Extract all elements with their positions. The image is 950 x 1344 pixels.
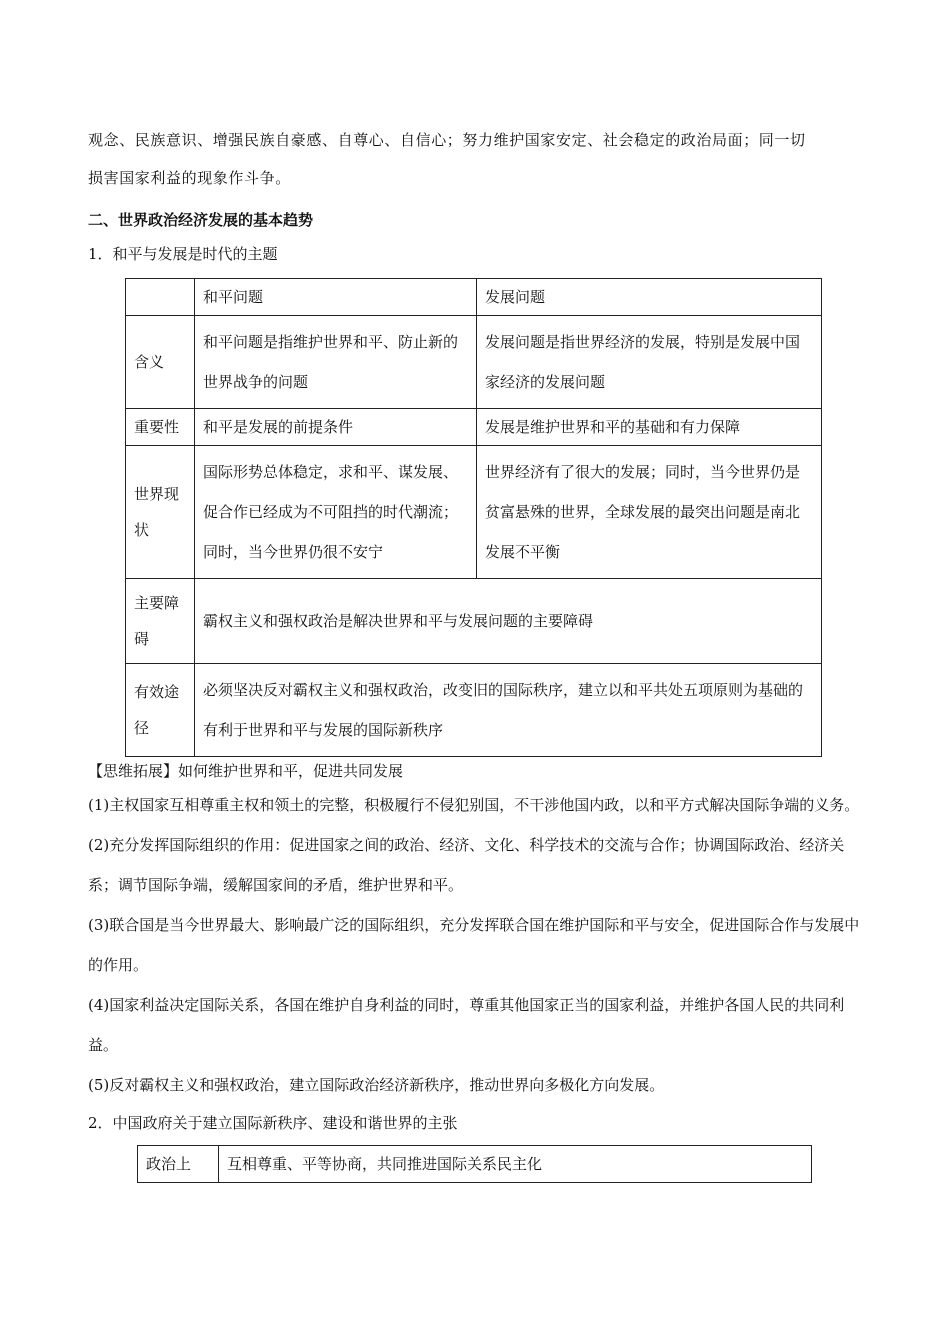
row-label-obstacle: 主要障碍 [126, 579, 195, 664]
section2-heading: 二、世界政治经济发展的基本趋势 [88, 211, 314, 229]
table-row [138, 1146, 812, 1183]
intro-line-2: 损害国家利益的现象作斗争。 [88, 169, 291, 187]
table-row [126, 446, 822, 579]
cell-development-status: 世界经济有了很大的发展；同时，当今世界仍是贫富悬殊的世界，全球发展的最突出问题是南北发展不平衡 [477, 446, 822, 579]
row-label-meaning: 含义 [126, 316, 195, 409]
cell-obstacle: 霸权主义和强权政治是解决世界和平与发展问题的主要障碍 [195, 579, 822, 664]
row-label-political: 政治上 [138, 1146, 219, 1183]
extension-item-4: (4)国家利益决定国际关系，各国在维护自身利益的同时，尊重其他国家正当的国家利益，并维护各国人民的共同利益。 [88, 996, 845, 1054]
row-label-status: 世界现状 [126, 446, 195, 579]
extension-item-2: (2)充分发挥国际组织的作用：促进国家之间的政治、经济、文化、科学技术的交流与合作；协调国际政治、经济关系；调节国际争端，缓解国家间的矛盾，维护世界和平。 [88, 836, 845, 894]
intro-line-1: 观念、民族意识、增强民族自豪感、自尊心、自信心；努力维护国家安定、社会稳定的政治局面；同一切 [88, 131, 806, 149]
cell-political: 互相尊重、平等协商，共同推进国际关系民主化 [219, 1146, 812, 1183]
item1-title: 1．和平与发展是时代的主题 [88, 245, 278, 263]
cell-peace-importance: 和平是发展的前提条件 [195, 409, 477, 446]
row-label-importance: 重要性 [126, 409, 195, 446]
row-label-approach: 有效途径 [126, 664, 195, 757]
table-row [126, 664, 822, 757]
extension-title: 【思维拓展】如何维护世界和平，促进共同发展 [88, 762, 404, 780]
new-order-table [137, 1145, 812, 1183]
cell-development-meaning: 发展问题是指世界经济的发展，特别是发展中国家经济的发展问题 [477, 316, 822, 409]
table-row [126, 579, 822, 664]
item2-title: 2．中国政府关于建立国际新秩序、建设和谐世界的主张 [88, 1114, 458, 1132]
document-page [88, 120, 860, 1183]
cell-development-importance: 发展是维护世界和平的基础和有力保障 [477, 409, 822, 446]
peace-development-table [125, 278, 822, 757]
cell-peace-meaning: 和平问题是指维护世界和平、防止新的世界战争的问题 [195, 316, 477, 409]
extension-item-5: (5)反对霸权主义和强权政治，建立国际政治经济新秩序，推动世界向多极化方向发展。 [88, 1076, 665, 1094]
extension-item-3: (3)联合国是当今世界最大、影响最广泛的国际组织，充分发挥联合国在维护国际和平与安全，促进国际合作与发展中的作用。 [88, 916, 860, 974]
cell-peace-status: 国际形势总体稳定，求和平、谋发展、促合作已经成为不可阻挡的时代潮流；同时，当今世界仍很不安宁 [195, 446, 477, 579]
header-empty-cell [126, 279, 195, 316]
cell-approach: 必须坚决反对霸权主义和强权政治，改变旧的国际秩序，建立以和平共处五项原则为基础的有利于世界和平与发展的国际新秩序 [195, 664, 822, 757]
table-row [126, 316, 822, 409]
header-development: 发展问题 [477, 279, 822, 316]
table-row [126, 409, 822, 446]
extension-item-1: (1)主权国家互相尊重主权和领土的完整，积极履行不侵犯别国，不干涉他国内政，以和平方式解决国际争端的义务。 [88, 796, 860, 814]
header-peace: 和平问题 [195, 279, 477, 316]
table-header-row [126, 279, 822, 316]
